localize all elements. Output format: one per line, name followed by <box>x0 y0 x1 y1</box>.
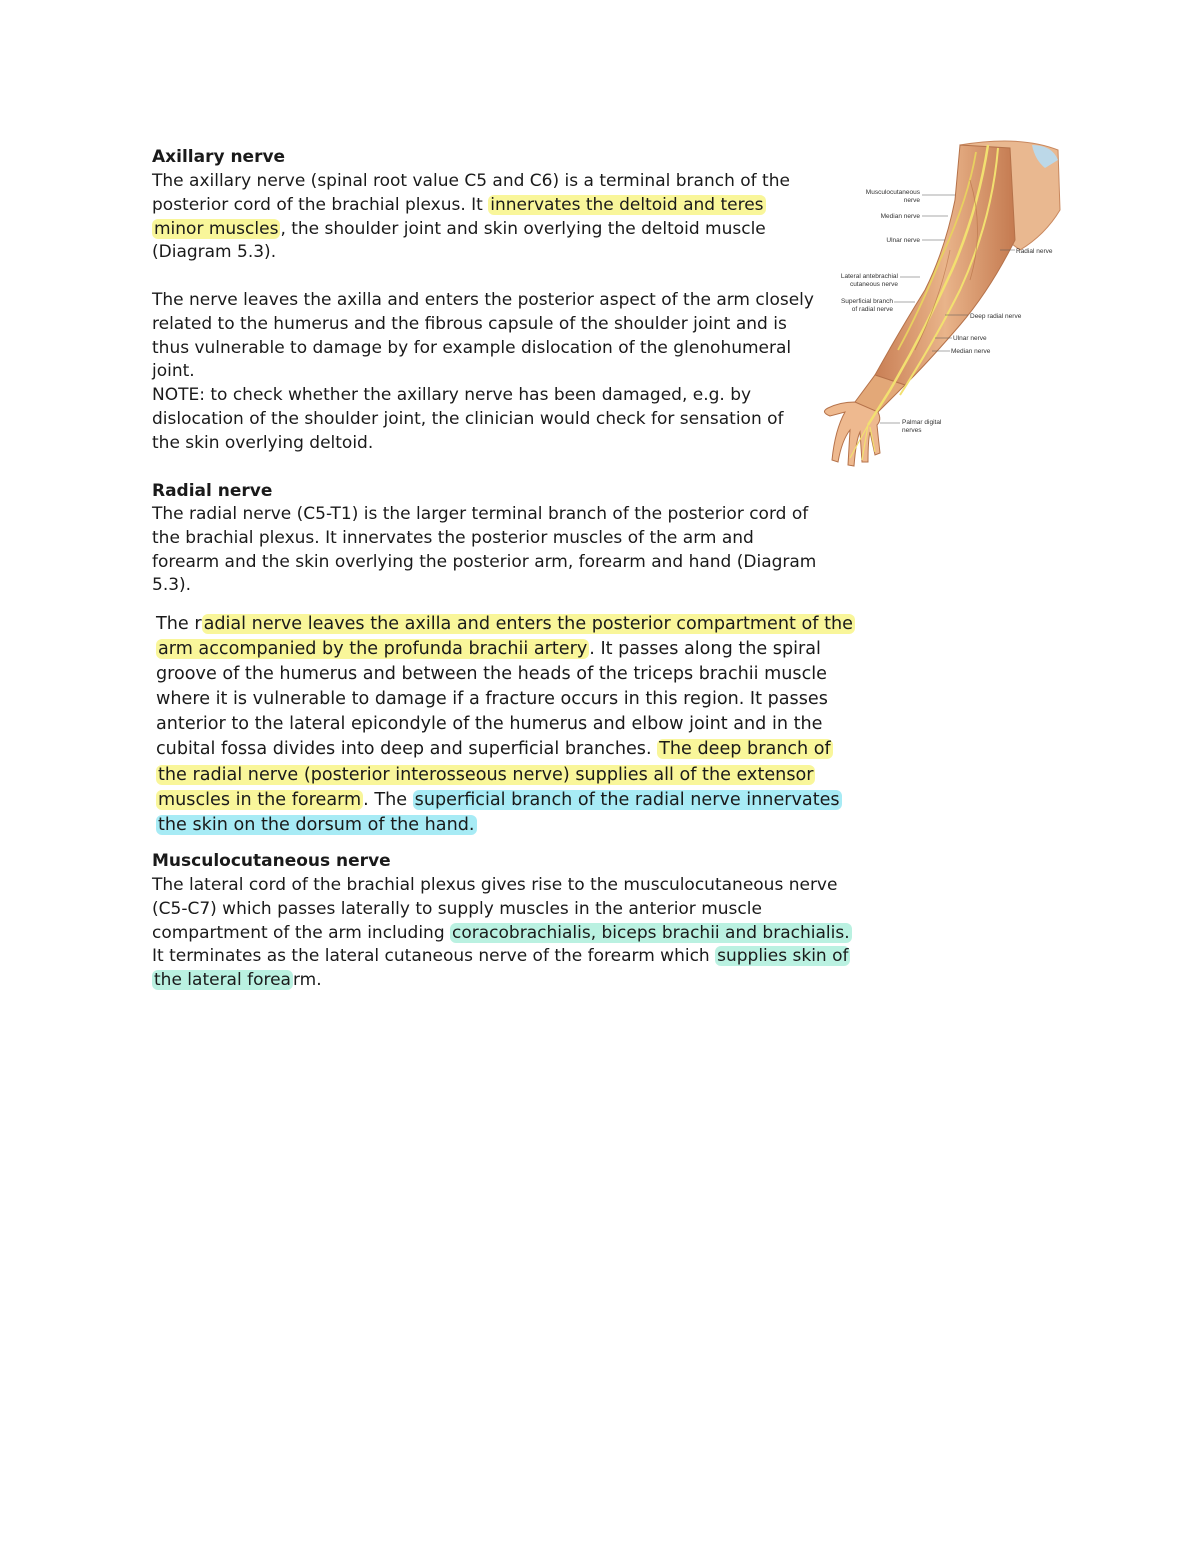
text-run: rm. <box>292 970 322 991</box>
highlight-green: coracobrachialis, biceps brachii and brachialis. <box>452 922 850 943</box>
label-ulnar-nerve-upper: Ulnar nerve <box>886 237 920 244</box>
label-superficial-branch-2: of radial nerve <box>851 306 893 313</box>
label-deep-radial-nerve: Deep radial nerve <box>970 313 1022 320</box>
label-musculocutaneous: Musculocutaneous <box>865 189 920 196</box>
radial-paragraph-1: The radial nerve (C5-T1) is the larger terminal branch of the posterior cord of the brachial plexus. It innervates the posterior muscles of the arm and forearm and the skin overlying the posterior arm, forearm and hand (Diagram 5.3). <box>152 504 817 596</box>
label-superficial-branch: Superficial branch <box>840 298 893 305</box>
text-run: . It passes along the spiral groove of the humerus and between the heads of the triceps brachii muscle where it is vulnerable to damage if a fracture occurs in this region. It passes anterior to the lateral epicondyle of the humerus and elbow joint and in the cubital fossa divides into deep and superficial branches. <box>156 639 828 760</box>
label-lateral-antebrachial: Lateral antebrachial <box>840 273 898 280</box>
highlight-cyan: superficial branch of the radial nerve innervates the skin on the dorsum of the hand. <box>158 789 840 835</box>
label-median-nerve-lower: Median nerve <box>951 348 991 355</box>
highlight-yellow: The deep branch of the radial nerve (posterior interosseous nerve) supplies all of the extensor muscles in the forearm <box>158 739 831 810</box>
text-run: The axillary nerve (spinal root value C5 and C6) is a terminal branch of the posterior cord of the brachial plexus. It <box>152 171 790 215</box>
highlight-yellow: adial nerve leaves the axilla and enters the posterior compartment of the arm accompanied by the profunda brachii artery <box>158 614 853 660</box>
musculocutaneous-heading: Musculocutaneous nerve <box>152 851 391 871</box>
label-musculocutaneous-2: nerve <box>903 197 920 204</box>
label-palmar-digital-2: nerves <box>902 427 922 434</box>
label-palmar-digital: Palmar digital <box>902 419 942 426</box>
label-ulnar-nerve-lower: Ulnar nerve <box>953 335 987 342</box>
radial-heading: Radial nerve <box>152 481 273 501</box>
label-lateral-antebrachial-2: cutaneous nerve <box>849 281 898 288</box>
highlight-yellow: innervates the deltoid and teres minor muscles <box>154 194 764 239</box>
label-radial-nerve: Radial nerve <box>1016 248 1053 255</box>
highlight-green: supplies skin of the lateral forea <box>154 946 849 991</box>
musculocutaneous-paragraph <box>152 874 852 993</box>
axillary-note: NOTE: to check whether the axillary nerve has been damaged, e.g. by dislocation of the shoulder joint, the clinician would check for sensation of the skin overlying deltoid. <box>152 385 784 453</box>
axillary-paragraph-2: The nerve leaves the axilla and enters the posterior aspect of the arm closely related to the humerus and the fibrous capsule of the shoulder joint and is thus vulnerable to damage by for example dislocation of the glenohumeral joint. <box>152 290 814 382</box>
radial-paragraph-2 <box>156 612 856 838</box>
text-run: . The <box>363 789 413 810</box>
axillary-heading: Axillary nerve <box>152 147 286 167</box>
text-run: It terminates as the lateral cutaneous nerve of the forearm which <box>152 946 716 967</box>
axillary-paragraph-1 <box>152 170 802 265</box>
label-median-nerve-upper: Median nerve <box>880 213 920 220</box>
arm-nerve-illustration <box>820 140 1065 475</box>
text-run: The r <box>156 614 202 634</box>
text-run: The lateral cord of the brachial plexus gives rise to the musculocutaneous nerve (C5-C7) which passes laterally to supply muscles in the anterior muscle compartment of the arm including <box>152 875 838 943</box>
text-run: , the shoulder joint and skin overlying the deltoid muscle (Diagram 5.3). <box>152 218 766 263</box>
